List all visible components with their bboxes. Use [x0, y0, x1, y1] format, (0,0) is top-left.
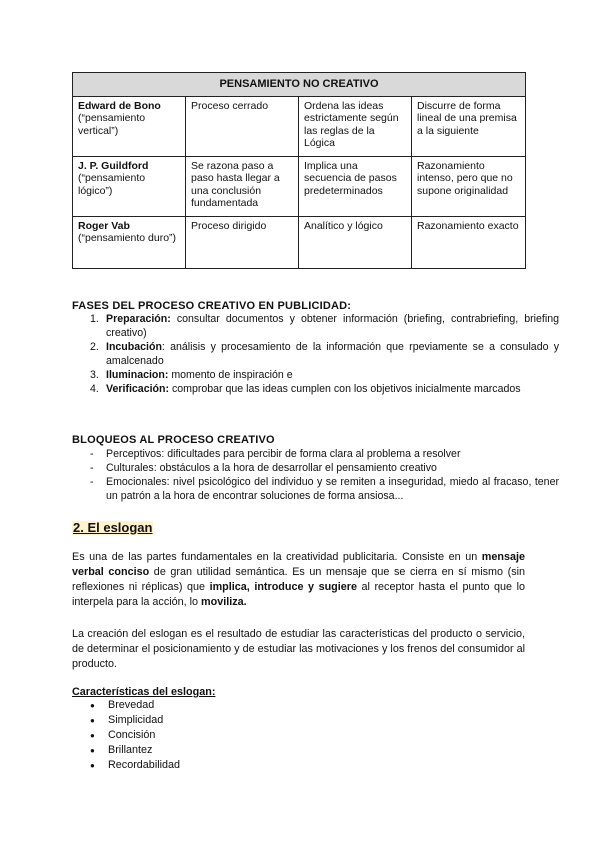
author-sub: (“pensamiento vertical”): [78, 112, 146, 137]
list-text: momento de inspiración e: [168, 369, 293, 381]
text-span: Es una de las partes fundamentales en la creatividad publicitaria. Consiste en un: [72, 551, 482, 563]
fases-list: [72, 312, 559, 396]
bold-span: implica, introduce y sugiere: [209, 581, 357, 593]
table-cell: Analítico y lógico: [299, 216, 412, 268]
list-text: : análisis y procesamiento de la información que rpeviamente se a consulado y amalcenado: [106, 341, 559, 367]
list-item: - Perceptivos: dificultades para percibir de forma clara al problema a resolver: [106, 447, 559, 461]
list-term: Iluminacion:: [106, 369, 169, 381]
list-item: - Emocionales: nivel psicológico del individuo y se remiten a inseguridad, miedo al fracaso, tener un patrón a la hora de encontrar soluciones de forma ansiosa...: [106, 475, 559, 503]
list-item: [106, 312, 559, 340]
list-term: Incubación: [106, 341, 162, 353]
author-name: Edward de Bono: [78, 99, 161, 112]
author-cell: [73, 216, 186, 268]
fases-title: FASES DEL PROCESO CREATIVO EN PUBLICIDAD:: [72, 300, 352, 312]
paragraph: La creación del eslogan es el resultado de estudiar las características del producto o servicio, de determinar el posicionamiento y de estudiar las motivaciones y los frenos del consumidor al producto.: [72, 628, 525, 670]
list-text: consultar documentos y obtener información (briefing, contrabriefing, briefing creativo): [106, 313, 559, 339]
table-cell: Discurre de forma lineal de una premisa a la siguiente: [412, 96, 526, 156]
table-cell: Proceso cerrado: [186, 96, 299, 156]
list-text: comprobar que las ideas cumplen con los objetivos inicialmente marcados: [169, 383, 521, 395]
list-item: [106, 340, 559, 368]
characteristics-title: Características del eslogan:: [72, 686, 216, 698]
text-span: al receptor hasta el punto que lo interpela para la acción, lo: [72, 581, 525, 608]
list-item: ● Brillantez: [108, 743, 180, 758]
characteristics-list: [72, 698, 180, 773]
pensamiento-table: [72, 72, 526, 269]
section-heading: 2. El eslogan: [73, 520, 153, 535]
text-span: de gran utilidad semántica. Es un mensaje que se cierra en sí mismo (sin reflexiones ni réplicas) que: [72, 566, 525, 593]
list-item: ● Concisión: [108, 728, 180, 743]
author-sub: (“pensamiento lógico”): [78, 172, 146, 197]
table-header: PENSAMIENTO NO CREATIVO: [73, 73, 526, 97]
author-sub: (“pensamiento duro”): [78, 232, 177, 244]
table-cell: Razonamiento intenso, pero que no supone originalidad: [412, 156, 526, 216]
table-cell: Implica una secuencia de pasos predeterminados: [299, 156, 412, 216]
list-item: [106, 382, 559, 396]
author-cell: [73, 96, 186, 156]
bold-span: moviliza.: [201, 596, 247, 608]
paragraph: [72, 550, 525, 610]
table-row: [73, 216, 526, 268]
bloqueos-title: BLOQUEOS AL PROCESO CREATIVO: [72, 434, 275, 446]
author-cell: [73, 156, 186, 216]
bold-span: mensaje verbal conciso: [72, 551, 525, 578]
table-row: [73, 156, 526, 216]
author-name: J. P. Guildford: [78, 159, 149, 172]
list-term: Preparación:: [106, 313, 171, 325]
table-cell: Se razona paso a paso hasta llegar a una conclusión fundamentada: [186, 156, 299, 216]
list-term: Verificación:: [106, 383, 169, 395]
table-cell: Proceso dirigido: [186, 216, 299, 268]
table-row: [73, 96, 526, 156]
table-cell: Razonamiento exacto: [412, 216, 526, 268]
list-item: ● Simplicidad: [108, 713, 180, 728]
table-cell: Ordena las ideas estrictamente según las reglas de la Lógica: [299, 96, 412, 156]
author-name: Roger Vab: [78, 219, 130, 232]
bloqueos-list: [72, 447, 559, 503]
list-item: ● Recordabilidad: [108, 758, 180, 773]
list-item: ● Brevedad: [108, 698, 180, 713]
list-item: - Culturales: obstáculos a la hora de desarrollar el pensamiento creativo: [106, 461, 559, 475]
list-item: [106, 368, 559, 382]
